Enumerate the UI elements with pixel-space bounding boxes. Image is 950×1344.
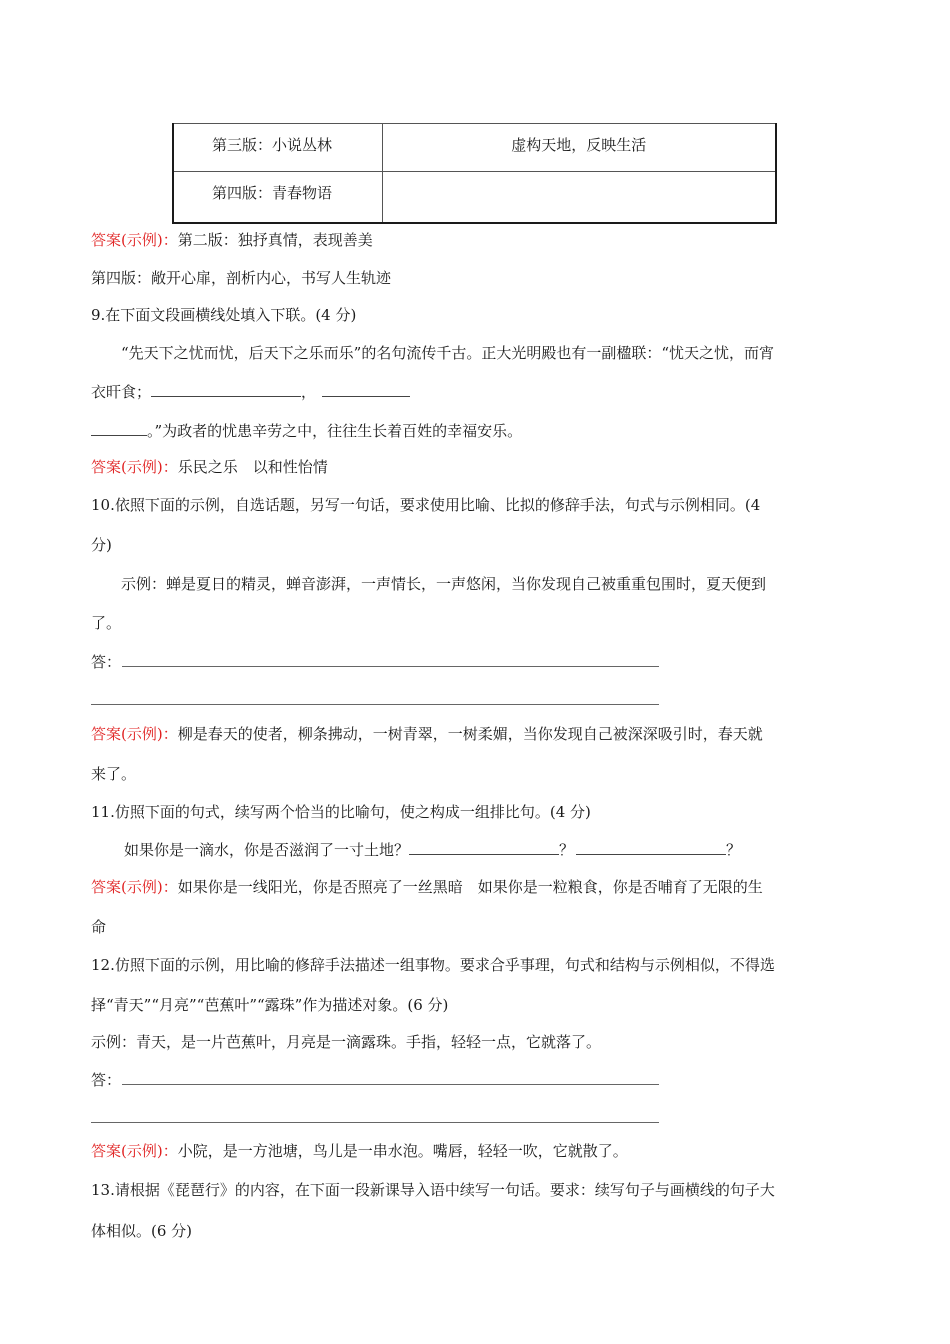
answer-line[interactable]	[91, 1122, 659, 1123]
text: 。”为政者的忧患辛劳之中，往往生长着百姓的幸福安乐。	[147, 422, 523, 440]
q10-title-line2: 分)	[91, 536, 112, 554]
q10-answer	[91, 723, 763, 744]
edition-table	[172, 123, 777, 224]
text: ？	[559, 841, 575, 859]
text: ，	[301, 383, 317, 401]
answer-text: 第二版：独抒真情，表现善美	[177, 231, 373, 249]
q11-answer-line2: 命	[91, 918, 107, 936]
q10-answer-line2: 来了。	[91, 765, 137, 783]
table-cell: 第三版：小说丛林	[173, 124, 382, 172]
fill-blank[interactable]	[409, 840, 559, 855]
q13-title-line2: 体相似。(6 分)	[91, 1222, 193, 1240]
q9-paragraph-line2	[91, 381, 410, 402]
table-row	[173, 172, 776, 223]
q9-paragraph-line3	[91, 420, 522, 441]
q12-example: 示例：青天，是一片芭蕉叶，月亮是一滴露珠。手指，轻轻一点，它就落了。	[91, 1033, 602, 1051]
q10-title-line1: 10.依照下面的示例，自选话题，另写一句话，要求使用比喻、比拟的修辞手法，句式与示例相同。(4	[91, 496, 761, 514]
answer-line[interactable]	[91, 704, 659, 705]
table-cell: 虚构天地，反映生活	[382, 124, 776, 172]
fill-blank[interactable]	[151, 382, 301, 397]
fill-blank[interactable]	[91, 421, 147, 436]
answer-text: 小院，是一方池塘，鸟儿是一串水泡。嘴唇，轻轻一吹，它就散了。	[177, 1142, 628, 1160]
answer-line[interactable]	[122, 666, 659, 667]
q12-title-line1: 12.仿照下面的示例，用比喻的修辞手法描述一组事物。要求合乎事理，句式和结构与示例相似，不得选	[91, 956, 775, 974]
text: 如果你是一滴水，你是否滋润了一寸土地？	[124, 841, 410, 859]
answer-text: 柳是春天的使者，柳条拂动，一树青翠，一树柔媚，当你发现自己被深深吸引时，春天就	[177, 725, 763, 743]
table-row	[173, 124, 776, 172]
q9-answer	[91, 456, 328, 477]
fill-blank[interactable]	[576, 840, 726, 855]
table-cell: 第四版：青春物语	[173, 172, 382, 223]
q10-answer-prompt: 答：	[91, 653, 122, 671]
answer-text: 如果你是一线阳光，你是否照亮了一丝黑暗 如果你是一粒粮食，你是否哺育了无限的生	[177, 878, 763, 896]
q9-title: 9.在下面文段画横线处填入下联。(4 分)	[91, 306, 357, 324]
q10-example-line2: 了。	[91, 614, 122, 632]
table-cell	[382, 172, 776, 223]
q10-example-line1: 示例：蝉是夏日的精灵，蝉音澎湃，一声情长，一声悠闲，当你发现自己被重重包围时，夏天便到	[121, 575, 767, 593]
q12-answer-prompt: 答：	[91, 1071, 122, 1089]
q13-title-line1: 13.请根据《琵琶行》的内容，在下面一段新课导入语中续写一句话。要求：续写句子与画横线的句子大	[91, 1181, 775, 1199]
answer-label: 答案(示例)：	[91, 725, 178, 743]
q8-answer	[91, 229, 373, 250]
q8-answer-line2: 第四版：敞开心扉，剖析内心，书写人生轨迹	[91, 269, 392, 287]
q11-prompt	[124, 839, 741, 860]
text: 衣旰食；	[91, 383, 152, 401]
q9-paragraph-line1: “先天下之忧而忧，后天下之乐而乐”的名句流传千古。正大光明殿也有一副楹联：“忧天之忧，而宵	[121, 344, 775, 362]
answer-label: 答案(示例)：	[91, 458, 178, 476]
q11-answer	[91, 876, 763, 897]
answer-text: 乐民之乐 以和性怡情	[177, 458, 328, 476]
text: ？	[726, 841, 742, 859]
answer-line[interactable]	[122, 1084, 659, 1085]
q12-title-line2: 择“青天”“月亮”“芭蕉叶”“露珠”作为描述对象。(6 分)	[91, 996, 449, 1014]
answer-label: 答案(示例)：	[91, 1142, 178, 1160]
q12-answer	[91, 1140, 628, 1161]
answer-label: 答案(示例)：	[91, 231, 178, 249]
q11-title: 11.仿照下面的句式，续写两个恰当的比喻句，使之构成一组排比句。(4 分)	[91, 803, 591, 821]
fill-blank[interactable]	[322, 382, 410, 397]
answer-label: 答案(示例)：	[91, 878, 178, 896]
